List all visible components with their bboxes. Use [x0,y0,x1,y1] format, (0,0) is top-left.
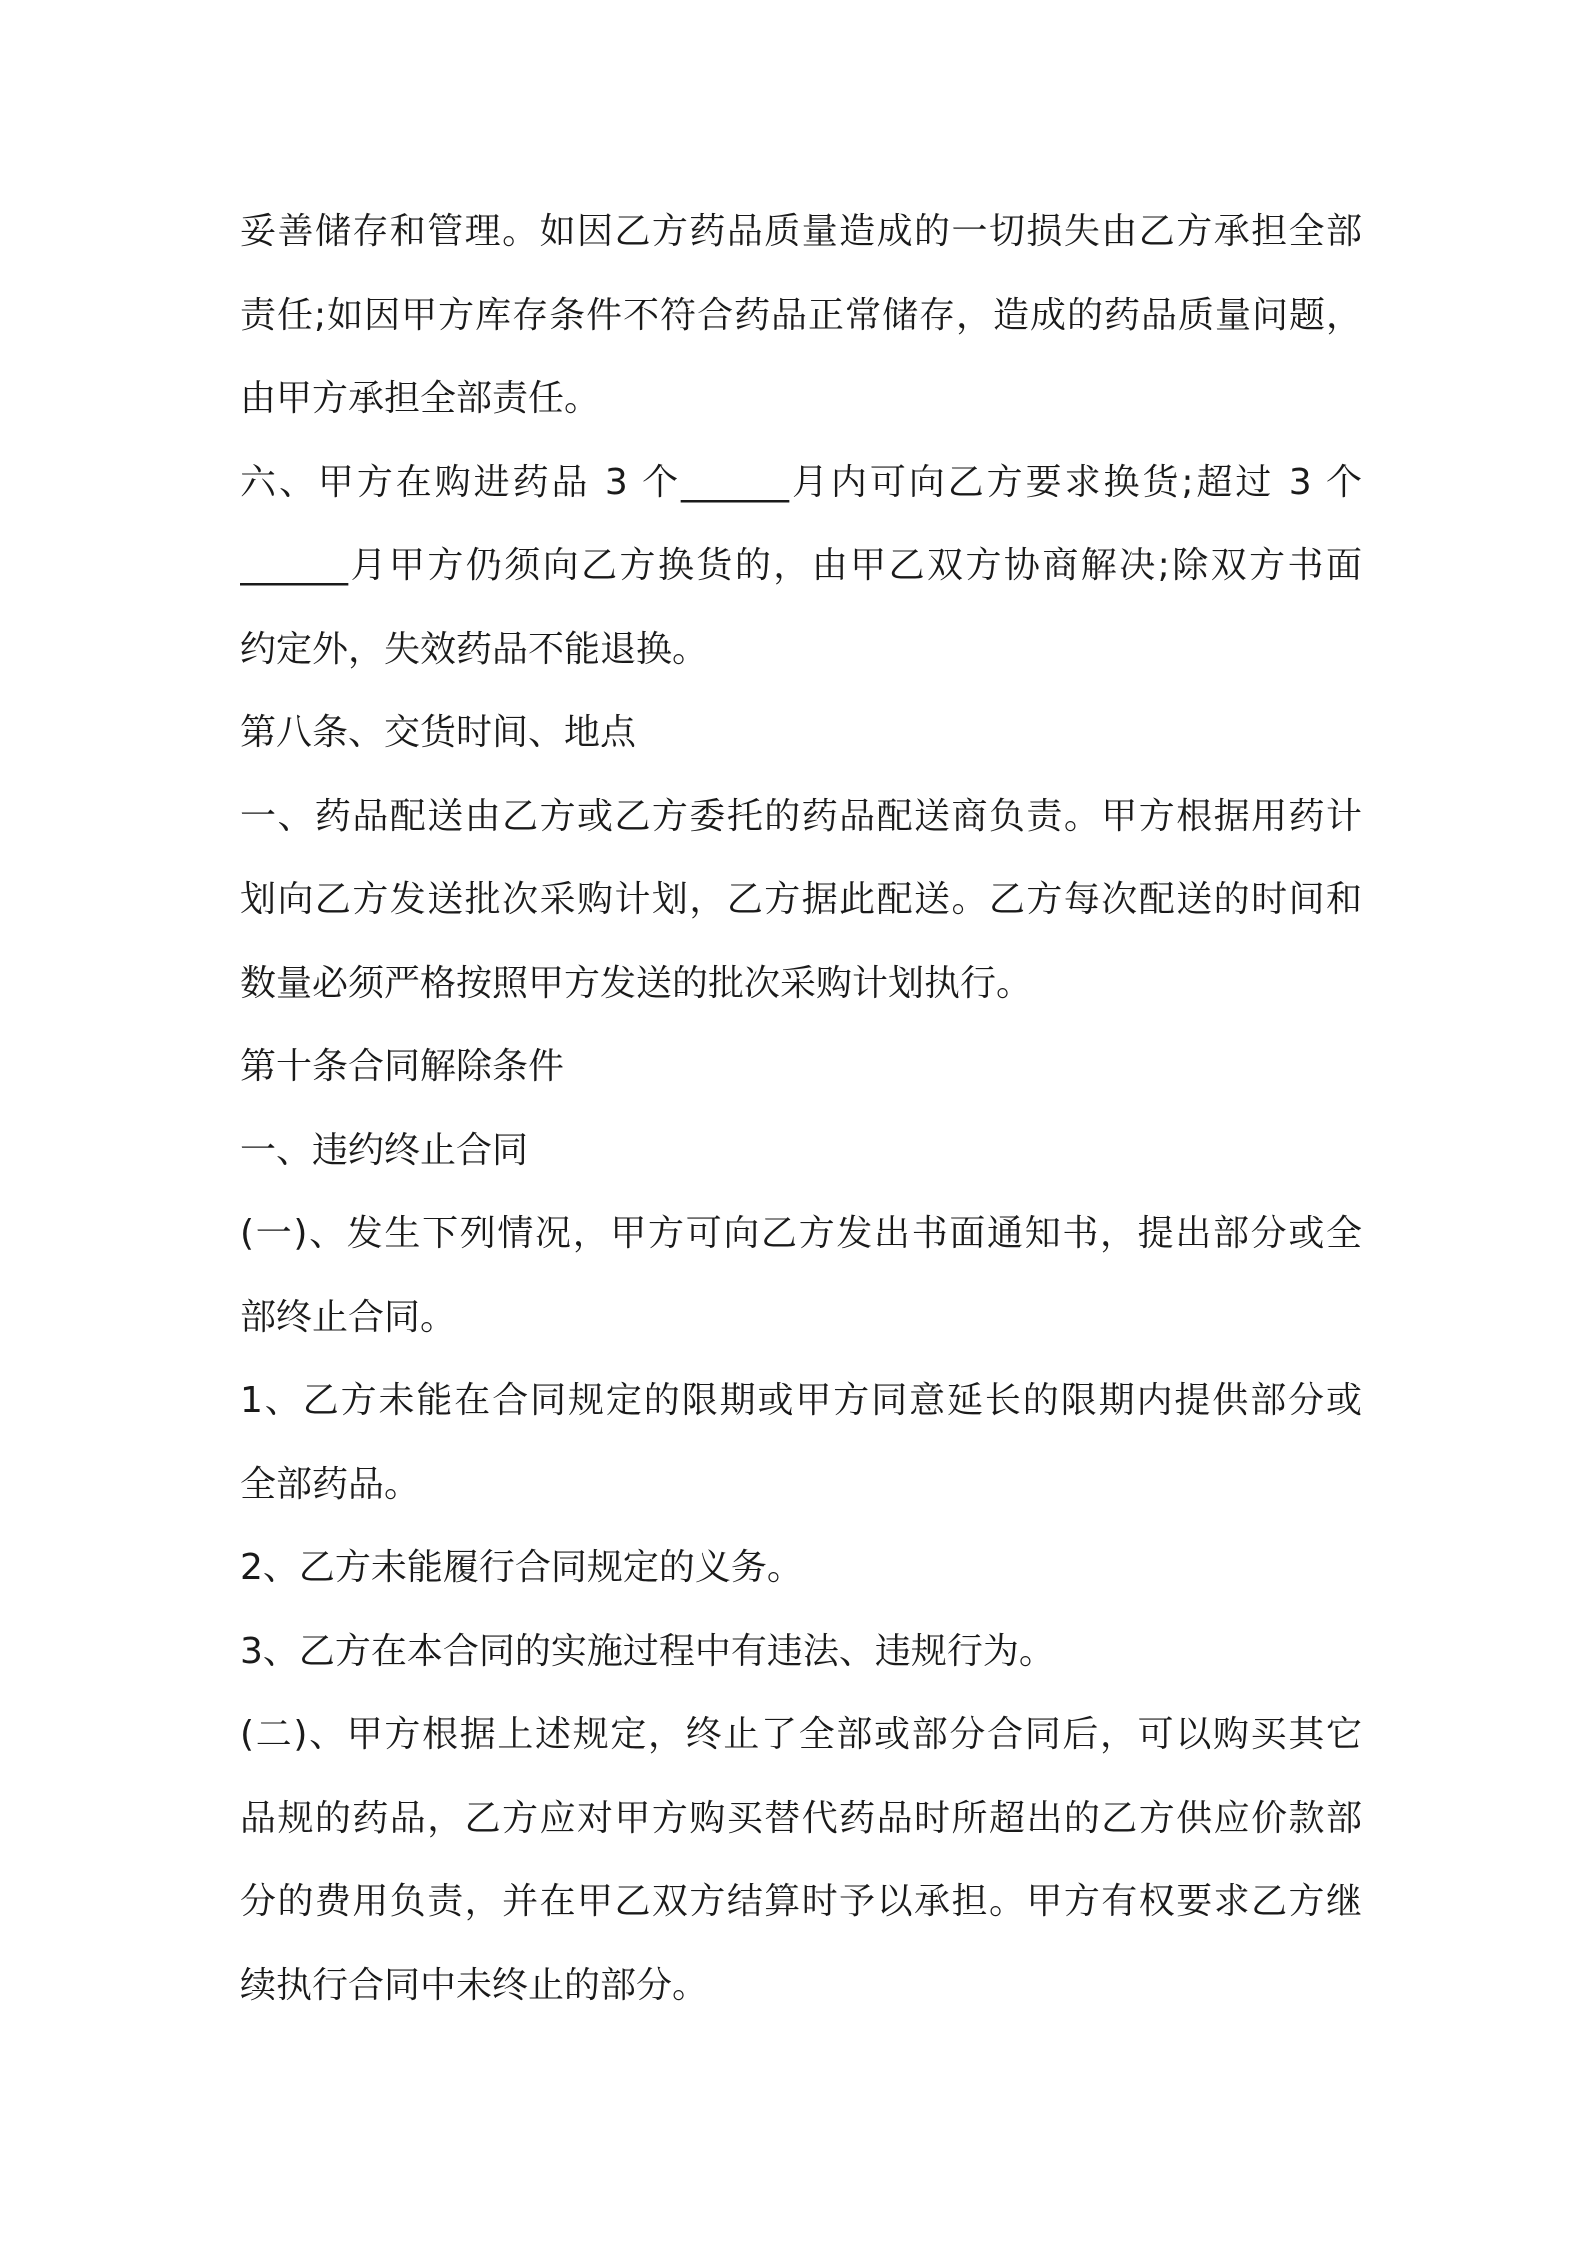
text-line: ______月甲方仍须向乙方换货的，由甲乙双方协商解决;除双方书面 [240,545,1362,586]
text-line: 一、药品配送由乙方或乙方委托的药品配送商负责。甲方根据用药计 [240,795,1362,837]
text-line: 部终止合同。 [240,1296,457,1338]
text-line: 数量必须严格按照甲方发送的批次采购计划执行。 [240,962,1033,1004]
text-line: 第八条、交货时间、地点 [240,712,637,753]
text-line: 2、乙方未能履行合同规定的义务。 [240,1547,803,1588]
text-line: 全部药品。 [240,1463,421,1505]
text-line: 品规的药品，乙方应对甲方购买替代药品时所超出的乙方供应价款部 [240,1797,1362,1839]
paragraph [240,1025,1362,1109]
text-line: 六、甲方在购进药品 3 个______月内可向乙方要求换货;超过 3 个 [240,461,1362,503]
paragraph [240,1109,1362,1193]
paragraph [240,1610,1362,1694]
text-line: 约定外，失效药品不能退换。 [240,628,709,670]
paragraph [240,775,1362,1026]
paragraph [240,441,1362,692]
paragraph [240,1359,1362,1526]
text-line: 由甲方承担全部责任。 [240,378,601,419]
text-line: 划向乙方发送批次采购计划，乙方据此配送。乙方每次配送的时间和 [240,879,1362,920]
text-line: 妥善储存和管理。如因乙方药品质量造成的一切损失由乙方承担全部 [240,211,1362,252]
paragraph [240,1192,1362,1359]
document-body [240,190,1362,2027]
text-line: 责任;如因甲方库存条件不符合药品正常储存，造成的药品质量问题， [240,294,1362,336]
text-line: 1、乙方未能在合同规定的限期或甲方同意延长的限期内提供部分或 [240,1380,1362,1421]
text-line: (一)、发生下列情况，甲方可向乙方发出书面通知书，提出部分或全 [240,1213,1362,1254]
text-line: 一、违约终止合同 [240,1129,529,1171]
text-line: 续执行合同中未终止的部分。 [240,1964,709,2006]
paragraph [240,691,1362,775]
text-line: 第十条合同解除条件 [240,1046,565,1087]
paragraph [240,190,1362,441]
paragraph [240,1693,1362,2027]
text-line: 3、乙方在本合同的实施过程中有违法、违规行为。 [240,1630,1055,1672]
text-line: 分的费用负责，并在甲乙双方结算时予以承担。甲方有权要求乙方继 [240,1881,1362,1922]
paragraph [240,1526,1362,1610]
text-line: (二)、甲方根据上述规定，终止了全部或部分合同后，可以购买其它 [240,1714,1362,1755]
